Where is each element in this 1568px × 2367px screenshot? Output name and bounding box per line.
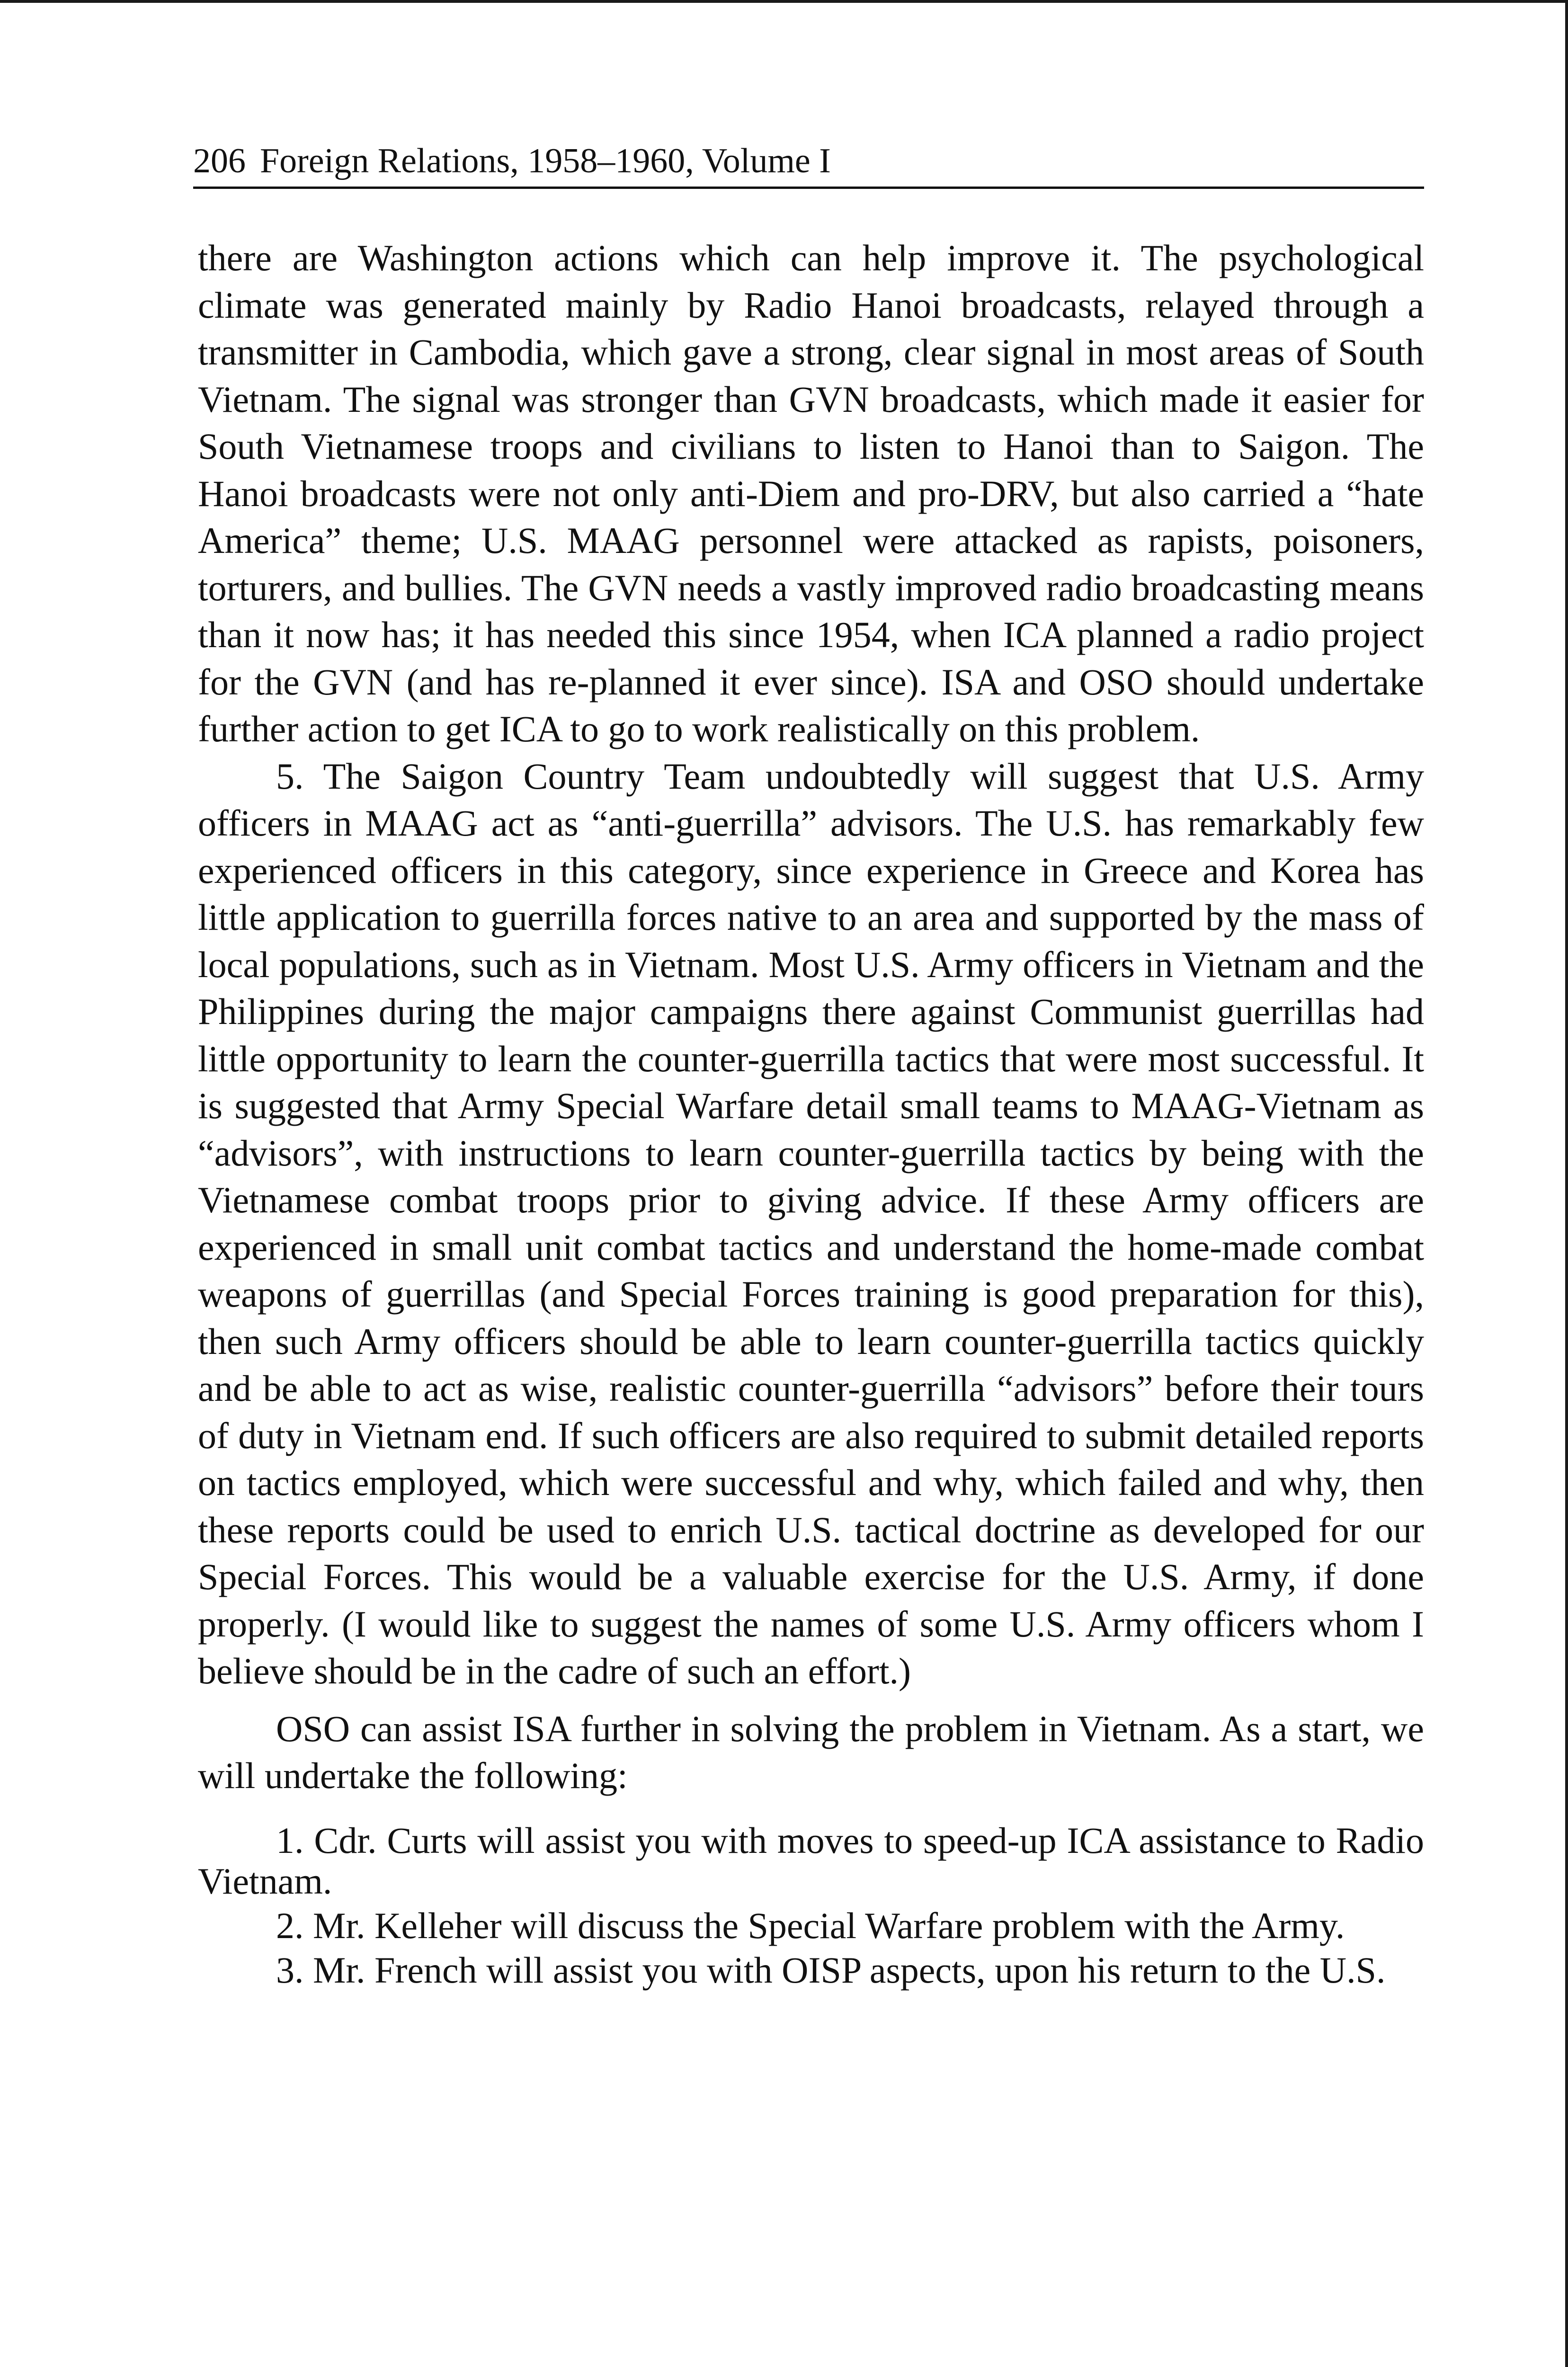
list-item: 3. Mr. French will assist you with OISP aspects, upon his return to the U.S. [276, 1949, 1386, 1991]
volume-title: Foreign Relations, 1958–1960, Volume I [260, 142, 831, 180]
header-rule [193, 187, 1424, 189]
paragraph-continued: there are Washington actions which can help improve it. The psychological climate was generated mainly by Radio Hanoi broadcasts, relayed through a transmitter in Cambodia, which gave a strong, clear signal in most areas of South Vietnam. The signal was stronger than GVN broadcasts, which made it easier for South Vietnamese troops and civilians to listen to Hanoi than to Saigon. The Hanoi broadcasts were not only anti-Diem and pro-DRV, but also carried a “hate America” theme; U.S. MAAG personnel were attacked as rapists, poisoners, torturers, and bullies. The GVN needs a vastly improved radio broadcasting means than it now has; it has needed this since 1954, when ICA planned a radio project for the GVN (and has re-planned it ever since). ISA and OSO should undertake further action to get ICA to go to work realistically on this problem. [198, 237, 1424, 749]
list-item: 2. Mr. Kelleher will discuss the Special Warfare problem with the Army. [276, 1904, 1345, 1946]
action-list [198, 1820, 1424, 1991]
list-item: 1. Cdr. Curts will assist you with moves to speed-up ICA assistance to Radio Vietnam. [198, 1819, 1424, 1902]
page-number: 206 [193, 142, 246, 180]
paragraph-oso-assist: OSO can assist ISA further in solving the problem in Vietnam. As a start, we will undertake the following: [198, 1708, 1424, 1796]
paragraph-item-5: 5. The Saigon Country Team undoubtedly will suggest that U.S. Army officers in MAAG act as “anti-guerrilla” advisors. The U.S. has remarkably few experienced officers in this category, since experience in Greece and Korea has little application to guerrilla forces native to an area and supported by the mass of local populations, such as in Vietnam. Most U.S. Army officers in Vietnam and the Philippines during the major campaigns there against Communist guerrillas had little opportunity to learn the counter-guerrilla tactics that were most successful. It is suggested that Army Special Warfare detail small teams to MAAG-Vietnam as “advisors”, with instructions to learn counter-guerrilla tactics by being with the Vietnamese combat troops prior to giving advice. If these Army officers are experienced in small unit combat tactics and understand the home-made combat weapons of guerrillas (and Special Forces training is good preparation for this), then such Army officers should be able to learn counter-guerrilla tactics quickly and be able to act as wise, realistic counter-guerrilla “advisors” before their tours of duty in Vietnam end. If such officers are also required to submit detailed reports on tactics employed, which were successful and why, which failed and why, then these reports could be used to enrich U.S. tactical doctrine as developed for our Special Forces. This would be a valuable exercise for the U.S. Army, if done properly. (I would like to suggest the names of some U.S. Army officers whom I believe should be in the cadre of such an effort.) [198, 755, 1424, 1691]
running-head [193, 137, 1424, 185]
body-text [198, 234, 1424, 1994]
